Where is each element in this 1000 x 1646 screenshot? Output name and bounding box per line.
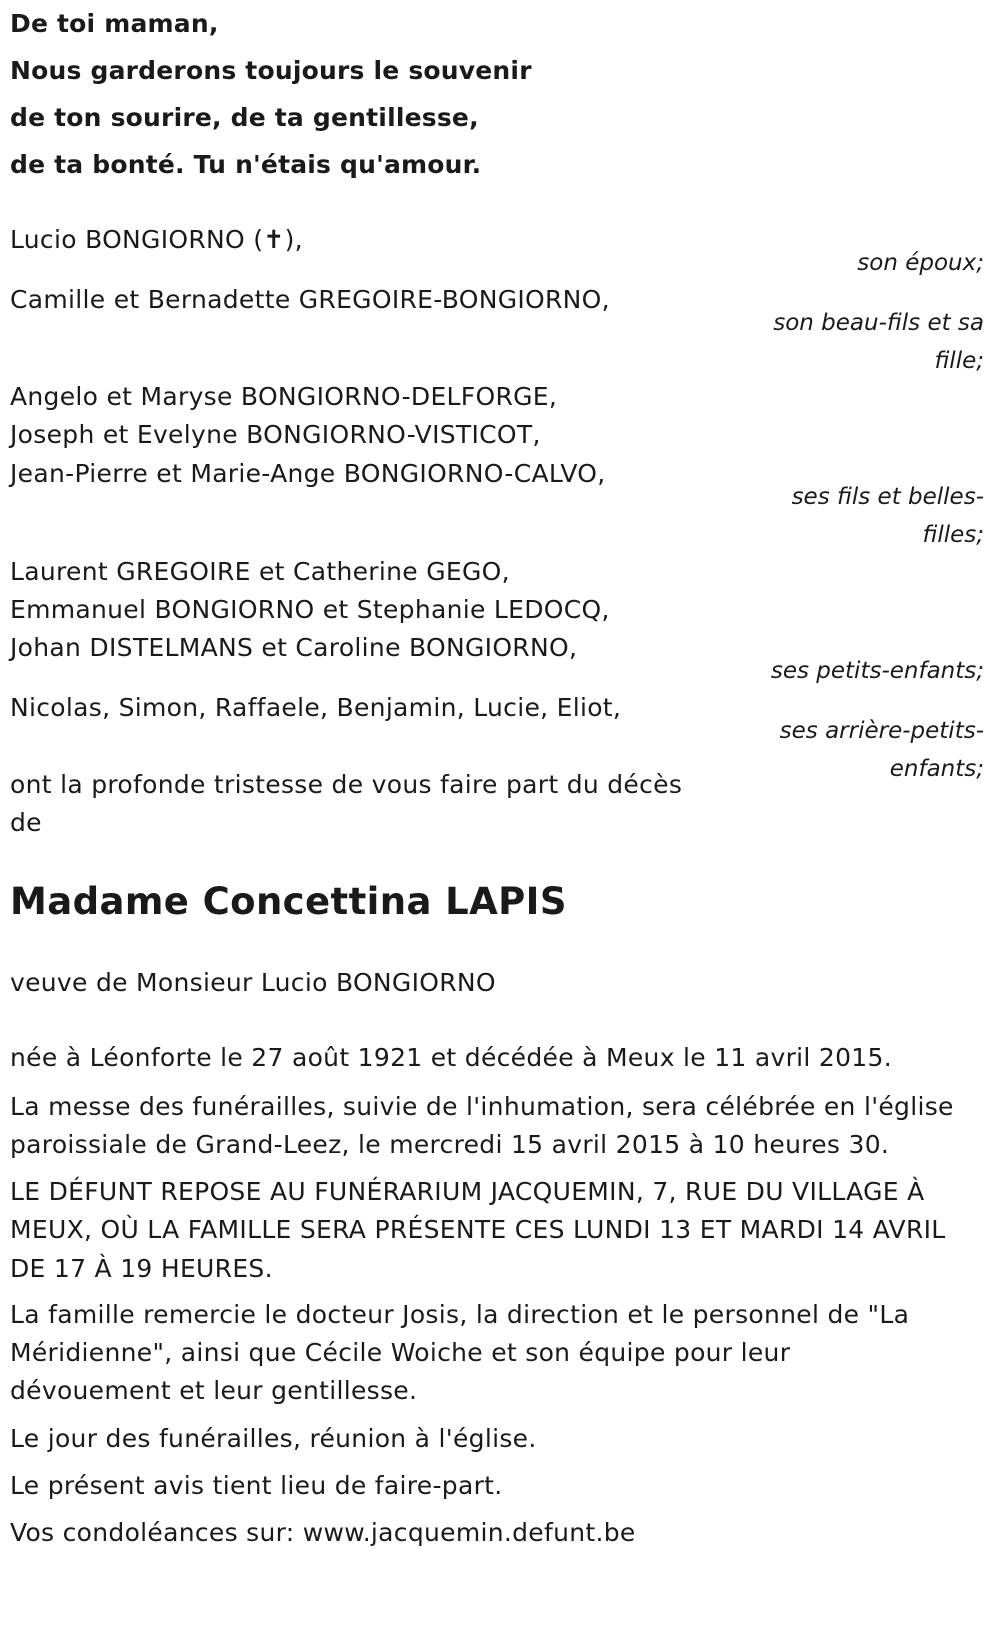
relation-sons-1: ses fils et belles- — [791, 484, 984, 510]
birth-death: née à Léonforte le 27 août 1921 et décédée à Meux le 11 avril 2015. — [10, 1043, 892, 1072]
notice-info: Le présent avis tient lieu de faire-part. — [10, 1471, 503, 1500]
repose-line-2: MEUX, OÙ LA FAMILLE SERA PRÉSENTE CES LUNDI 13 ET MARDI 14 AVRIL — [10, 1215, 946, 1244]
repose-line-3: DE 17 À 19 HEURES. — [10, 1254, 273, 1283]
thanks-line-1: La famille remercie le docteur Josis, la direction et le personnel de "La — [10, 1300, 910, 1329]
poem-line-2: Nous garderons toujours le souvenir — [10, 56, 532, 85]
relation-spouse: son époux; — [857, 250, 984, 276]
family-grandchild-2: Emmanuel BONGIORNO et Stephanie LEDOCQ, — [10, 595, 610, 624]
poem-line-1: De toi maman, — [10, 9, 219, 38]
relation-great-grandchildren-1: ses arrière-petits- — [779, 718, 984, 744]
family-grandchild-1: Laurent GREGOIRE et Catherine GEGO, — [10, 557, 510, 586]
condolences-link[interactable]: Vos condoléances sur: www.jacquemin.defunt.be — [10, 1518, 636, 1547]
relation-daughter-1: son beau-fils et sa — [773, 310, 984, 336]
deceased-name: Madame Concettina LAPIS — [10, 880, 567, 923]
relation-grandchildren: ses petits-enfants; — [770, 658, 984, 684]
mass-line-1: La messe des funérailles, suivie de l'inhumation, sera célébrée en l'église — [10, 1092, 954, 1121]
repose-line-1: LE DÉFUNT REPOSE AU FUNÉRARIUM JACQUEMIN, 7, RUE DU VILLAGE À — [10, 1177, 925, 1206]
meeting-info: Le jour des funérailles, réunion à l'église. — [10, 1424, 537, 1453]
announcement-line-1: ont la profonde tristesse de vous faire part du décès — [10, 770, 683, 799]
poem-line-3: de ton sourire, de ta gentillesse, — [10, 103, 479, 132]
family-daughter: Camille et Bernadette GREGOIRE-BONGIORNO, — [10, 285, 610, 314]
relation-sons-2: filles; — [922, 522, 984, 548]
relation-great-grandchildren-2: enfants; — [889, 756, 984, 782]
mass-line-2: paroissiale de Grand-Leez, le mercredi 15 avril 2015 à 10 heures 30. — [10, 1130, 890, 1159]
family-grandchild-3: Johan DISTELMANS et Caroline BONGIORNO, — [10, 633, 578, 662]
family-spouse: Lucio BONGIORNO (✝), — [10, 225, 303, 254]
relation-daughter-2: fille; — [934, 348, 984, 374]
family-son-1: Angelo et Maryse BONGIORNO-DELFORGE, — [10, 382, 558, 411]
announcement-line-2: de — [10, 808, 42, 837]
family-son-2: Joseph et Evelyne BONGIORNO-VISTICOT, — [10, 420, 541, 449]
thanks-line-2: Méridienne", ainsi que Cécile Woiche et son équipe pour leur — [10, 1338, 791, 1367]
widow-of: veuve de Monsieur Lucio BONGIORNO — [10, 968, 496, 997]
family-great-grandchildren: Nicolas, Simon, Raffaele, Benjamin, Lucie, Eliot, — [10, 693, 622, 722]
thanks-line-3: dévouement et leur gentillesse. — [10, 1376, 418, 1405]
family-son-3: Jean-Pierre et Marie-Ange BONGIORNO-CALVO, — [10, 459, 606, 488]
poem-line-4: de ta bonté. Tu n'étais qu'amour. — [10, 150, 482, 179]
